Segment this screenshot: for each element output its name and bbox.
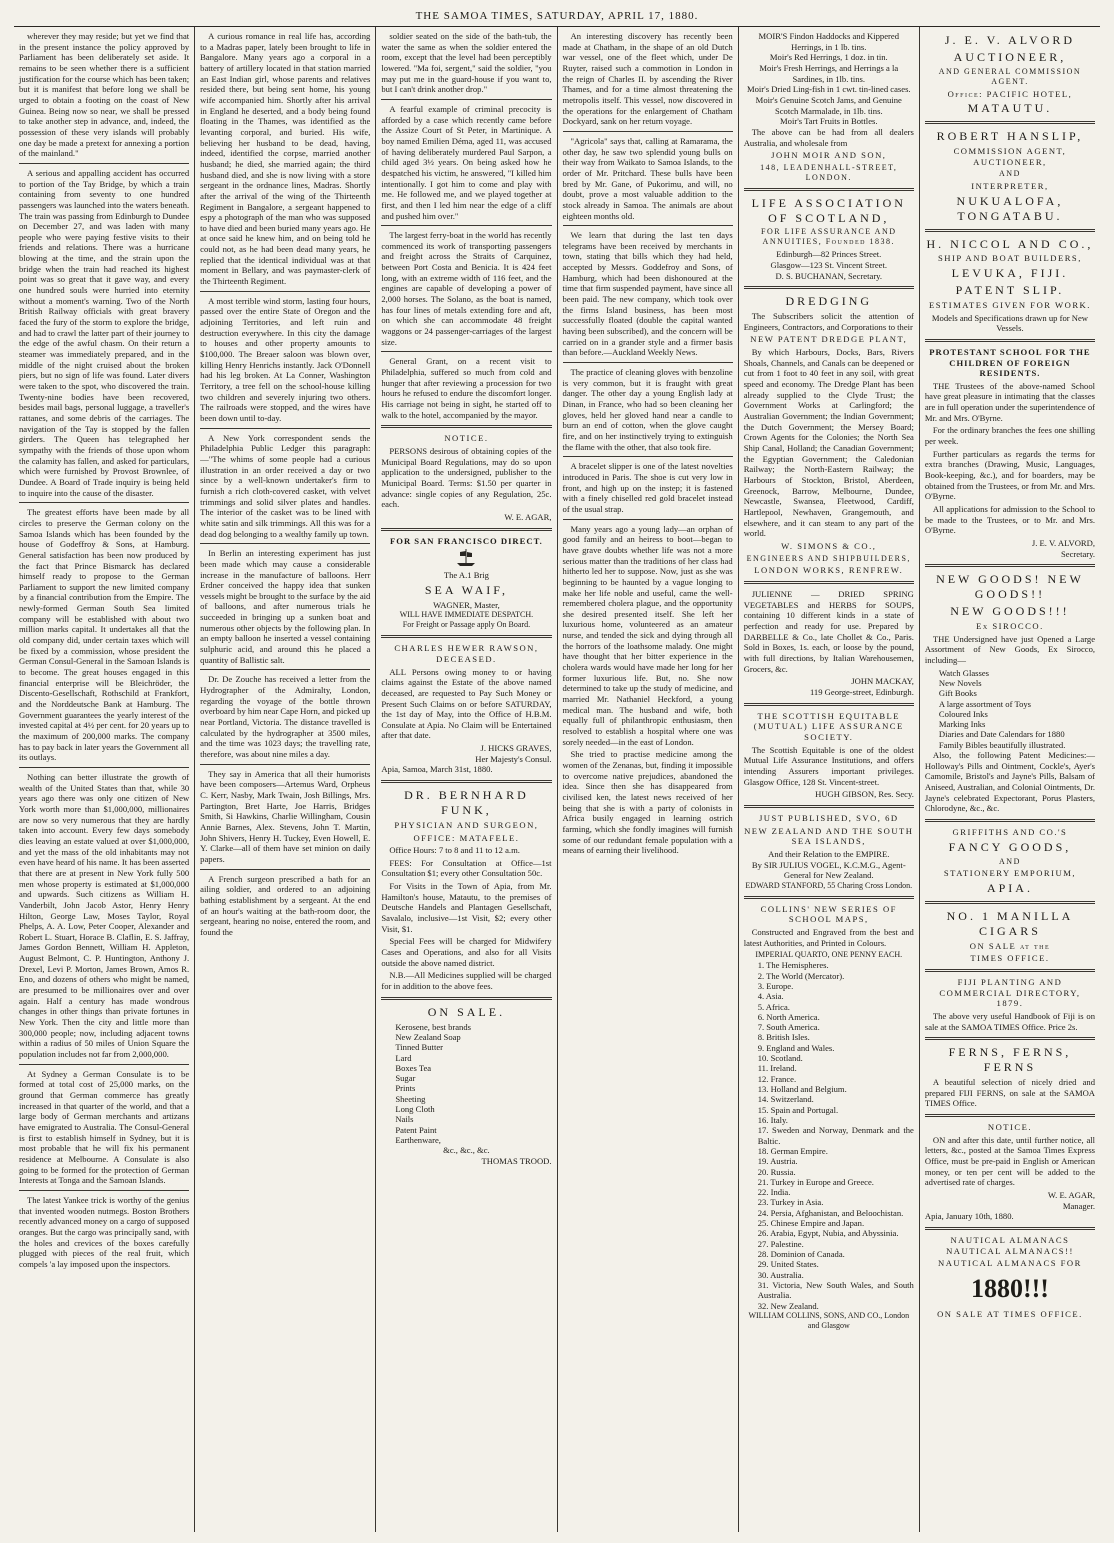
article-new-guinea: wherever they may reside; but yet we find that in the present instance the policy approved by Parliament has been deliberately set aside. It remains to be seen whether there is a sufficient justification for the course which has been taken; but it is manifest that before long we shall be urged to obtain a footing on the coast of New Guinea. Being now so near, we shall be pressed to take another step in advance, and, indeed, the possession of these very islands will probably one day be made a pretext for annexing a portion of the mainland." [19,31,190,159]
alvord-office: Office: PACIFIC HOTEL, [947,88,1073,99]
list-item: 18. German Empire. [757,1145,828,1156]
divider [925,1227,1095,1230]
manilla-office: TIMES OFFICE. [970,953,1050,964]
divider [381,225,551,226]
divider [381,780,551,783]
list-item: 6. North America. [757,1011,820,1022]
published-book: NEW ZEALAND AND THE SOUTH SEA ISLANDS, [744,825,914,847]
list-item: 29. United States. [757,1259,819,1270]
scottish-heading: THE SCOTTISH EQUITABLE (MUTUAL) LIFE ASSURANCE SOCIETY. [753,710,904,742]
school-text: THE Trustees of the above-named School have great pleasure in intimating that the classes are in full operation under the superintendence of Mr. and Mrs. O'Byrne. [924,380,1096,423]
estate-text: ALL Persons owing money to or having claims against the Estate of the above named deceased, are requested to Pay Such Money or Present Such Claims on or before SATURDAY, the 1st day of May, into the Office of H.B.M. Consulate at Apia. No Claim will be Entertained after that date. [381,666,552,741]
alvord-place: MATAUTU. [967,101,1053,116]
divider [200,669,370,670]
collins-heading: COLLINS' NEW SERIES OF SCHOOL MAPS, [760,903,897,925]
list-item: 19. Austria. [757,1156,798,1167]
list-item: 16. Italy. [757,1114,788,1125]
divider [744,581,914,584]
list-item: Patent Paint [395,1124,437,1135]
divider [925,121,1095,124]
moir-item: Moir's Genuine Scotch Jams, and Genuine Scotch Marmalade, in 1lb. tins. [755,94,902,116]
almanac-year: 1880!!! [970,1273,1049,1303]
article-heiress-cont: She tried to practise medicine among the women of the Zenanas, but, finding it impossible to overcome native prejudices, abandoned the idea. Since then she has disappeared from civilised ken, the latest news received of her being that she is with a party of colonists in Africa busily engaged in learning ostrich farming, which she fondly imagines will furnish some of our redundant female population with a means of earning their livelihood. [562,749,733,856]
niccol-name: H. NICCOL AND CO., [926,236,1094,251]
list-item: Sugar [395,1073,416,1084]
published-sub: And their Relation to the EMPIRE. [768,848,890,859]
list-item: Coloured Inks [938,708,988,719]
list-item: 2. The World (Mercator). [757,970,845,981]
life-secretary: D. S. BUCHANAN, Secretary. [775,270,883,281]
estate-signature: J. HICKS GRAVES, [480,743,552,754]
list-item: Boxes Tea [395,1062,432,1073]
niccol-estimates: ESTIMATES GIVEN FOR WORK. [928,299,1091,310]
article-balloons: In Berlin an interesting experiment has just been made which may cause a considerable increase in the manufacture of balloons. Herr Erdner conceived the happy idea that sunken vessels might be brought to the surface by the aid of balloons, and after numerous trials he succeeded in bringing up a sunken boat and numerous other objects by the following plan. In an empty balloon he inserted a vessel containing sulphuric acid, and around this he placed a quantity of Ballistic salt. [200,548,371,665]
hanslip-and: AND [999,169,1021,179]
niccol-title: SHIP AND BOAT BUILDERS, [938,253,1082,264]
divider [19,163,189,164]
list-item: 9. England and Wales. [757,1042,835,1053]
list-item: 31. Victoria, New South Wales, and South Australia. [757,1279,914,1301]
article-grant: General Grant, on a recent visit to Philadelphia, suffered so much from cold and hunger that after reviewing a procession for two hours he refused to endure the discomfort longer. His carriage not being in sight, he started off to walk to the hotel, accompanied by the mayor. [381,356,552,420]
notice-heading: NOTICE. [444,433,489,444]
divider [925,1114,1095,1117]
divider [563,362,733,363]
griffiths-sub: FANCY GOODS, [948,839,1072,854]
funk-title: PHYSICIAN AND SURGEON, [394,819,539,830]
griffiths-place: APIA. [986,881,1033,896]
list-item: 21. Turkey in Europe and Greece. [757,1176,874,1187]
ship-icon [455,548,477,568]
school-heading: PROTESTANT SCHOOL FOR THE CHILDREN OF FOREIGN RESIDENTS. [929,346,1091,379]
list-item: 17. Sweden and Norway, Denmark and the Baltic. [757,1125,914,1146]
divider [925,969,1095,972]
divider [563,131,733,132]
notice-text: ON and after this date, until further notice, all letters, &c., posted at the Samoa Times Express Office, must be pre-paid in English or American money, or ten per cent will be added to the advertised rate of charges. [924,1134,1096,1188]
collins-price: IMPERIAL QUARTO, ONE PENNY EACH. [755,950,903,960]
list-item: 27. Palestine. [757,1238,804,1249]
life-sub: FOR LIFE ASSURANCE AND ANNUITIES, Founded 1838. [761,227,897,247]
divider [200,869,370,870]
life-heading: LIFE ASSOCIATION OF SCOTLAND, [751,195,906,225]
list-item: Diaries and Date Calendars for 1880 [938,729,1065,740]
divider [925,339,1095,342]
divider [744,805,914,808]
article-heiress: Many years ago a young lady—an orphan of good family and an heiress to boot—began to have grave doubts whether life was not a more serious matter than the traditions of her class had hitherto led her to suppose. Now, just as she was beginning to be haunted by a vague longing to make her life noble and useful, came the well-remembered cholera plague, and the opportunity she desired presented itself. She left her luxurious home, volunteered as an amateur nurse, and tended the sick and dying through all the horrors of the loathsome malady. One might have thought that her bitter experience in the cholera wards would have made her long for her former luxurious life. But, no. She now determined to take up the study of medicine, and married Mr. Nathaniel Heckford, a young medical man. The husband and wife, both equally full of philanthropic enthusiasm, then resolved to establish a hospital where one was sorely needed—in the east of London. [562,523,733,747]
moir-item: Moir's Dried Ling-fish in 1 cwt. tin-lined cases. [746,84,911,95]
article-ny-wealth: Nothing can better illustrate the growth of wealth of the United States than that, while 30 years ago there was only one citizen of New York worth more than $1,000,000, millionaires are now so very numerous that they are hardly taken into account. Every few days somebody dies leaving an estate valued at over $1,000,000, and yet the mass of the old inhabitants may not even have heard of his name. It has been asserted that there are at present in New York fully 500 men whose property is estimated at $1,000,000 and upwards. Such citizens as William H. Vanderbilt, John Jacob Astor, Henry Henry Hilton, George Law, Moses Taylor, Royal Phelps, A. A. Low, Peter Cooper, Alexander and Robert L. Stuart, Horace B. Claflin, E. S. Jaffray, James Gordon Bennett, William H. Appleton, August Belmont, C. P. Huntington, Anthony J. Drexel, Levi P. Morton, James Brown, Amos R. Eno, and dozens of others who might be named, are presumed to be millionaires over and over again. Half a century has made wondrous changes in other things than private fortunes in New York. Then the city and little more than 300,000 people; now, including adjacent towns within a radius of 50 miles of Union Square the population includes not far from 2,000,000. [19,771,190,1060]
article-dutch-vessel: An interesting discovery has recently been made at Chatham, in the shape of an old Dutch war vessel, one of the fleet which, under De Ruyter, raised such a commotion in London in the reign of Charles II. by ascending the River Thames, and for a time almost threatening the metropolis itself. This vessel, now discovered in the operations for the enlargement of Chatham Dockyard, sank on her return voyage. [562,31,733,127]
ferns-heading: FERNS, FERNS, FERNS [948,1045,1072,1075]
school-fees: For the ordinary branches the fees one shilling per week. [924,425,1096,447]
list-item: 5. Africa. [757,1001,790,1012]
list-item: 25. Chinese Empire and Japan. [757,1218,865,1229]
onsale-etc: &c., &c., &c. [443,1145,490,1156]
julienne-address: 119 George-street, Edinburgh. [809,687,914,697]
article-bulls: "Agricola" says that, calling at Ramarama, the other day, he saw two splendid young bulls on their way from Waikato to Samoa Islands, to the order of Mr. Pritchard. These bulls have been bred by Mr. Gane, of Pukorimu, and will, no doubt, prove a most valuable addition to the stock already in Samoa. The animals are about eighteen months old. [562,135,733,221]
estate-date: Apia, Samoa, March 31st, 1880. [381,764,493,775]
article-ferry-boat: The largest ferry-boat in the world has recently commenced its work of transporting passengers and freight across the Straits of Carquinez, between Port Costa and Benicia. It is 424 feet long, with an extreme width of 116 feet, and the engines are capable of developing a power of 2,000 horses. The Solano, as the boat is named, has four lines of metals extending fore and aft, on which she can accommodate 48 freight waggons or 24 passenger-carriages of the largest size. [381,230,552,347]
manilla-sub: ON SALE at the [969,940,1051,951]
school-signature-title: Secretary. [1060,548,1096,559]
goods-heading-2: NEW GOODS!!! [950,604,1070,619]
notice-heading: NOTICE. [987,1122,1033,1133]
article-bath-cont: soldier seated on the side of the bath-tub, the water the same as when the soldier entered the room, except that the level had been perceptibly lowered. "Ma foi, sergent," said the soldier, "you may put me in the guard-house if you want to, but I can't drink another drop." [381,31,552,95]
ship-master: WAGNER, Master, [433,599,500,610]
divider [381,351,551,352]
moir-note: The above can be had from all dealers Australia, and wholesale from [743,126,914,148]
estate-heading: CHARLES HEWER RAWSON, DECEASED. [394,643,539,664]
divider [200,428,370,429]
ship-line: The A.1 Brig [443,570,489,581]
list-item: Marking Inks [938,719,986,730]
divider [19,1064,189,1065]
list-item: 24. Persia, Afghanistan, and Beloochistan. [757,1207,904,1218]
list-item: 10. Scotland. [757,1053,803,1064]
griffiths-sub-2: STATIONERY EMPORIUM, [943,868,1076,879]
column-1 [14,27,194,1532]
article-dog-casket: A New York correspondent sends the Philadelphia Public Ledger this paragraph:—"The whims of some people had a curious illustration in an order received a day or two since by a well-known undertaker's firm to furnish a rich cloth-covered casket, with velvet trimmings and solid silver plates and handles. The interior of the casket was to be lined with white satin and silk trimmings. All this was for a dead dog belonging to a wealthy family up town. [200,432,371,539]
ship-name: SEA WAIF, [424,582,509,597]
funk-visits: For Visits in the Town of Apia, from Mr. Hamilton's house, Matautu, to the premises of Deutsche Handels and Plantagen Gesellschaft, Savalalo, inclusive—1st Visit, $2; every other Visit, $1. [381,881,552,934]
alvord-name: J. E. V. ALVORD [944,33,1076,47]
sf-heading: FOR SAN FRANCISCO DIRECT. [390,535,543,546]
notice-signature-title: Manager. [1062,1200,1096,1211]
griffiths-and: AND [999,856,1021,866]
almanac-sub: NAUTICAL ALMANACS FOR [938,1258,1082,1269]
list-item: Sheeting [395,1093,426,1104]
column-3 [375,27,556,1532]
ferns-text: A beautiful selection of nicely dried and prepared FIJI FERNS, on sale at the SAMOA TIMES Office. [924,1077,1096,1109]
divider [19,1190,189,1191]
fiji-text: The above very useful Handbook of Fiji is on sale at the SAMOA TIMES Office. Price 2s. [924,1011,1096,1032]
divider [925,564,1095,567]
article-bath: A French surgeon prescribed a bath for an ailing soldier, and ordered to an adjoining bathing establishment by a sergeant. At the end of an hour's waiting at the bath-room door, the sergeant, hearing no noise, entered the room, and found the [200,873,371,937]
notice-signature: W. E. AGAR, [504,511,552,522]
divider [744,896,914,899]
article-telegrams: We learn that during the last ten days telegrams have been received by merchants in town, stating that bills which they had held, accepted by Messrs. Goddefroy and Sons, of Hamburg, which had been dishonoured at the time that firm suspended payment, have since all been paid. The new company, which took over the firms Island business, has been most successfully floated (double the capital wanted having been subscribed), and the concern will be carried on in a grander style and a firmer basis than before.—Auckland Weekly News. [562,230,733,358]
published-by: By SIR JULIUS VOGEL, K.C.M.G., Agent-General for New Zealand. [751,859,906,881]
moir-item: Moir's Red Herrings, 1 doz. in tin. [769,52,888,63]
hanslip-title: COMMISSION AGENT, AUCTIONEER, [953,145,1067,167]
almanac-sale: ON SALE AT TIMES OFFICE. [937,1309,1083,1320]
divider [925,901,1095,904]
manilla-heading: NO. 1 MANILLA CIGARS [946,908,1074,938]
list-item: 13. Holland and Belgium. [757,1084,847,1095]
goods-ex: Ex SIROCCO. [976,620,1044,631]
goods-heading: NEW GOODS! NEW GOODS!! [936,572,1084,602]
funk-fees: FEES: For Consultation at Office—1st Consultation $1; every other Consultation 50c. [381,857,552,879]
notice-signature: W. E. AGAR, [1047,1189,1096,1200]
article-yankee-trick: The latest Yankee trick is worthy of the genius that invented wooden nutmegs. Boston Brothers recently advanced money on a cargo of supposed oranges. But the cargo was principally sand, with the holes and crevices of the boxes carefully plugged with pieces of the real fruit, which compels 'a lay imposed upon the inspectors. [19,1194,190,1269]
school-signature: J. E. V. ALVORD, [1031,538,1096,548]
divider [381,425,551,428]
article-german-colony: The greatest efforts have been made by all circles to preserve the German colony on the Samoa Islands which has been founded by the house of Godeffroy & Sons, at Hamburg. General satisfaction has been now produced by the fact that Prince Bismarck has declared himself ready to propose to the German Parliament to support the new limited company by a financial contribution from the Empire. The newly-formed German South Sea limited company will be established with about two million marks capital. It undertakes all that the old company did, under certain taxes which will be fixed by a commission, whose president the German Consul-General in the Samoan Islands is to become. The great houses engaged in this financial enterprise will be Bleichröder, the Discento-Gesellschaft, Rothschild at Frankfort, and the Norddeutsche Bank at Hamburg. The Government guarantees the yearly interest of the invested capital at 4½ per cent. for 20 years up to the maximum of 200,000 marks. The company has to pay back in later years the Government all its outlays. [19,507,190,763]
divider [563,225,733,226]
list-item: 4. Asia. [757,991,784,1002]
divider [19,767,189,768]
list-item: 32. New Zealand. [757,1300,819,1311]
scottish-text: The Scottish Equitable is one of the oldest Mutual Life Assurance Institutions, and offers intending Assurers important privileges. Glasgow Office, 128 St. Vincent-street. [743,744,914,787]
julienne-signature: JOHN MACKAY, [851,676,914,687]
list-item: Long Cloth [395,1104,435,1115]
goods-medicines: Also, the following Patent Medicines:—Holloway's Pills and Ointment, Cockle's, Ayer's Camomile, Bristol's and Jayne's Pills, Balsam of Aniseed, Australian, and Colonial Ointments, Dr. Jayne's celebrated Expectorant, Porus Plasters, Chlorodyne, &c., &c. [924,750,1096,814]
dredge-plant: NEW PATENT DREDGE PLANT, [750,334,908,345]
funk-nb: N.B.—All Medicines supplied will be charged for in addition to the above fees. [381,970,552,992]
griffiths-heading: GRIFFITHS AND CO.'S [952,827,1068,837]
divider [381,635,551,638]
moir-firm: JOHN MOIR AND SON, [771,150,887,161]
goods-text: THE Undersigned have just Opened a Large Assortment of New Goods, Ex Sirocco, including— [924,633,1096,665]
dredge-firm: W. SIMONS & CO., [781,540,877,551]
fiji-heading: FIJI PLANTING AND COMMERCIAL DIRECTORY, 1879. [939,977,1081,1009]
notice-text: PERSONS desirous of obtaining copies of the Municipal Board Regulations, may do so upon application to the undersigned, publisher to the Municipal Board. Terms: $1.50 per quarter in advance: single copies of any Regulation, 25c. each. [381,445,552,510]
published-publisher: EDWARD STANFORD, 55 Charing Cross London. [745,880,913,890]
funk-name: DR. BERNHARD FUNK, [404,788,529,817]
funk-hours: Office Hours: 7 to 8 and 11 to 12 a.m. [389,845,520,856]
funk-special: Special Fees will be charged for Midwifery Cases and Operations, and also for all Visits outside the above named district. [381,936,552,968]
list-item: Earthenware, [395,1135,441,1145]
list-item: 22. India. [757,1187,791,1198]
divider [381,99,551,100]
onsale-list [381,1022,551,1146]
list-item: 12. France. [757,1073,797,1084]
hanslip-interpreter: INTERPRETER, [971,181,1049,192]
article-precocity: A fearful example of criminal precocity is afforded by a case which recently came before the Assize Court of St Peter, in Martinique. A boy named Emilien Déma, aged 11, was accused of having deliberately murdered Paul Sarpon, a child aged 3½ years. On being asked how he despatched his victim, he answered, "I killed him intentionally. I got him to come and play with me. He followed me, and we played together at first, and then I led him near the edge of a cliff and pushed him over." [381,103,552,221]
list-item: Gift Books [938,688,977,699]
list-item: 1. The Hemispheres. [757,960,829,971]
moir-item: MOIR'S Findon Haddocks and Kippered Herrings, in 1 lb. tins. [758,31,899,52]
collins-signature: WILLIAM COLLINS, SONS, AND CO., London and Glasgow [748,1310,910,1330]
divider [200,764,370,765]
list-item: 3. Europe. [757,980,794,991]
page-header: THE SAMOA TIMES, SATURDAY, APRIL 17, 1880. [14,10,1100,27]
dredge-address: LONDON WORKS, RENFREW. [754,565,904,576]
divider [744,703,914,706]
divider [925,819,1095,822]
list-item: Watch Glasses [938,667,989,678]
notice-date: Apia, January 10th, 1880. [924,1211,1014,1222]
alvord-sub: AND GENERAL COMMISSION AGENT. [938,66,1082,86]
hanslip-name: ROBERT HANSLIP, [936,129,1084,144]
onsale-signature: THOMAS TROOD. [481,1155,552,1166]
divider [19,502,189,503]
school-particulars: Further particulars as regards the terms for extra branches (Drawing, Music, Languages, Book-keeping, &c.), and for boarders, may be obtained from the Trustees, or from Mr. and Mrs. O'Byrne. [924,448,1096,502]
article-slipper: A bracelet slipper is one of the latest novelties introduced in Paris. The shoe is cut very low in front, and high up on the instep; it is fastened with a finely chiselled red gold bracelet instead of the usual strap. [562,461,733,514]
article-wind-storm: A most terrible wind storm, lasting four hours, passed over the entire State of Oregon and the adjoining Territories, and left ruin and destruction everywhere. In this city the damage to houses and other property amounts to $100,000. The Breaer saloon was blown over, killing Henry Henrichs instantly. Jack O'Donnell had his leg broken. At La Conner, Washington Territory, a tree fell on the school-house killing two children and severely injuring two others. The railroads were stopped, and the wires have been down until to-day. [200,295,371,423]
dredge-intro: The Subscribers solicit the attention of Engineers, Contractors, and Corporations to their [743,311,914,332]
list-item: 14. Switzerland. [757,1094,814,1105]
list-item: 7. South America. [757,1022,820,1033]
moir-item: Moir's Fresh Herrings, and Herrings a la Sardines, in 1lb. tins. [759,62,899,84]
scottish-signature: HUGH GIBSON, Res. Secy. [815,789,914,800]
niccol-slip: PATENT SLIP. [955,283,1065,297]
columns [14,27,1100,1532]
hanslip-place: NUKUALOFA, TONGATABU. [956,193,1064,223]
list-item: Prints [395,1083,416,1094]
niccol-models: Models and Specifications drawn up for New Vessels. [931,312,1088,334]
list-item: Lard [395,1052,412,1063]
column-4 [557,27,738,1532]
divider [381,528,551,531]
life-address-1: Edinburgh—82 Princes Street. [776,249,882,260]
list-item: 15. Spain and Portugal. [757,1104,839,1115]
column-6 [919,27,1100,1532]
julienne-text: JULIENNE — DRIED SPRING VEGETABLES and HERBS for SOUPS, containing 10 different kinds in a state of perfection and ready for use. Prepared by DARBELLE & Co., late Chollet & Co., Paris. Sold in Boxes, 1s. each, or loose by the pound, with full directions, by Italian Warehousemen, Grocers, &c. [743,589,914,674]
funk-office: OFFICE: MATAFELE. [413,832,520,843]
divider [200,291,370,292]
divider [925,1037,1095,1040]
niccol-place: LEVUKA, FIJI. [951,266,1069,281]
article-romance: A curious romance in real life has, according to a Madras paper, lately been brought to life in Bangalore. Many years ago a corporal in a battery of artillery located in that station married an East Indian girl, whose parents and relatives resided there, but being sent home, his young wife accompanied him. Shortly after his arrival in England he deserted, and a body being found floating in the Thames, was identified as the levanting corporal, and buried. His wife, believing her husband to be dead, having, indeed, identified the corpse, married another husband; he died, she married again; the third husband died, and she is now living with a store sergeant in the ordnance lines, Madras. Shortly after the arrival of the wing of the Thirteenth Regiment in Bangalore, a sergeant happened to espy a photograph of the man who was supposed to have died and been buried many years ago. He at once said he knew him, and on being told he could not, as he had been dead many years, he replied that the identical individual was at that moment in Bellary, and was paymaster-clerk of the Thirteenth Regiment. [200,31,371,287]
list-item: 28. Dominion of Canada. [757,1249,845,1260]
list-item: 8. British Isles. [757,1032,810,1043]
moir-address: 148, LEADENHALL-STREET, LONDON. [760,162,898,182]
divider [744,286,914,289]
divider [563,519,733,520]
list-item: A large assortment of Toys [938,698,1032,709]
collins-text: Constructed and Engraved from the best and latest Authorities, and Printed in Colours. [743,927,914,948]
moir-item: Moir's Tart Fruits in Bottles. [780,116,878,127]
list-item: 26. Arabia, Egypt, Nubia, and Abyssinia. [757,1228,899,1239]
column-2 [194,27,375,1532]
dredge-heading: DREDGING [785,294,873,309]
divider [381,997,551,1000]
goods-list [925,668,1095,751]
article-bottle: Dr. De Zouche has received a letter from the Hydrographer of the Admiralty, London, regarding the voyage of the bottle thrown overboard by him near Cape Horn, and picked up near Portland, Victoria. The distance travelled is calculated by the hydrographer at 3500 miles, and the time was 1023 days; the travelling rate, therefore, was about nine miles a day. [200,674,371,759]
dredge-text: By which Harbours, Docks, Bars, Rivers Shoals, Channels, and Canals can be deepened or cut from 1 foot to 40 feet in any soil, with great speed and economy. The Dredge Plant has been already supplied to the Clyde Trust; the Government Works at Carlingford; the Australian Government; the Indian Government; the Dutch Government; the Mersey Board; Crown Agents for the Colonies; the North Sea Ship Canal, Holland; the Canadian Government; the Egyptian Government; the Caledonian Railway; the North-Eastern Railway; the Harbours of Stockton, Bristol, Aberdeen, Greenock, Barrow, Melbourne, Dundee, Newcastle, Swansea, Fleetwood, Cardiff, Hartlepool, Newhaven, Grangemouth, and elsewhere, and it can steam to any part of the world. [743,347,914,539]
dredge-firm-sub: ENGINEERS AND SHIPBUILDERS, [746,553,911,563]
list-item: Nails [395,1114,414,1125]
list-item: 20. Russia. [757,1166,796,1177]
list-item: New Zealand Soap [395,1031,461,1042]
maps-list [744,960,914,1311]
divider [744,188,914,191]
list-item: Kerosene, best brands [395,1021,471,1032]
list-item: 30. Australia. [757,1269,804,1280]
published-heading: JUST PUBLISHED, SVO, 6D [758,812,899,823]
list-item: Tinned Butter [395,1042,444,1053]
alvord-title: AUCTIONEER, [953,49,1067,64]
divider [925,229,1095,232]
divider [200,543,370,544]
onsale-heading: ON SALE. [427,1004,506,1019]
life-address-2: Glasgow—123 St. Vincent Street. [770,259,888,270]
estate-signature-title: Her Majesty's Consul. [475,753,552,764]
divider [563,456,733,457]
ship-freight: For Freight or Passage apply On Board. [402,620,531,630]
list-item: Family Bibles beautifully illustrated. [938,739,1066,750]
column-5 [738,27,919,1532]
article-gloves: The practice of cleaning gloves with benzoline is very common, but it is fraught with great danger. The other day a young English lady at Dinan, in France, who had so been cleaning her gloves, held her gloved hand near a candle to burn an end of cotton, when the glove caught fire, and on her instinctively trying to extinguish the flame with the other, that also took fire. [562,367,733,452]
list-item: New Novels [938,677,982,688]
article-humorists: They say in America that all their humorists have been composers—Artemus Ward, Orpheus C. Kerr, Nasby, Mark Twain, Josh Billings, Mrs. Partington, Bret Harte, Joe Harris, Bridges Smith, Si Hawkins, Charlie Willingham, Cousin Annie Barnes, Alex. Stevens, John T. Martin, John Shivers, Henry H. Tuckey, Even Howell, E. Y. Clarke—all of them have set minion on daily papers. [200,768,371,864]
ship-despatch: WILL HAVE IMMEDIATE DESPATCH. [399,610,534,620]
list-item: 11. Ireland. [757,1063,797,1074]
almanac-heading: NAUTICAL ALMANACS NAUTICAL ALMANACS!! [946,1234,1074,1256]
list-item: 23. Turkey in Asia. [757,1197,824,1208]
article-sydney-consulate: At Sydney a German Consulate is to be formed at total cost of 25,000 marks, on the ground that German commerce has greatly increased in that quarter of the world, and that a large body of German merchants and artizans have emigrated to Australia. The Consul-General is first to establish himself in Sydney, but it is most probable that he will fix his permanent residence at Melbourne. A Consulate is also going to be formed for the protection of German Interests at Tonga and the Samoan Islands. [19,1068,190,1186]
article-tay-bridge: A serious and appalling accident has occurred to portion of the Tay Bridge, by which a train containing from seventy to one hundred passengers was launched into the waters beneath. The train was passing from Edinburgh to Dundee on December 27, and was laden with many people who were paying festive visits to their friends and relations. There was a hurricane blowing at the time, and the strain upon the bridge when the train had reached its highest point was so great that it gave way, and every one hundred souls were hurried into eternity without a moment's warning. Two of the North British Railway officials with great bravery faced the fury of the storm to explore the bridge, and had to crawl the latter part of their journey to the edge of the awful chasm. On their return a steamer was immediately prepared, and in the middle of the night cruised about the broken piers, but no sign of life was found. Later divers were taken to the spot, who discovered the train. Twenty-nine bodies have been recovered, besides mail bags, personal luggage, a traveller's rattanes, and some debris of the carriages. The navigation of the Tay is stopped by the fallen girders. The Queen has telegraphed her sympathy with the friends of those upon whom the calamity has fallen, and asked for particulars, which were furnished by Provost Brownlee, of Dundee. A Board of Trade inquiry is being held to inquire into the cause of the disaster. [19,167,190,498]
school-applications: All applications for admission to the School to be made to the Trustees, or to Mr. and Mrs. O'Byrne. [924,504,1096,536]
